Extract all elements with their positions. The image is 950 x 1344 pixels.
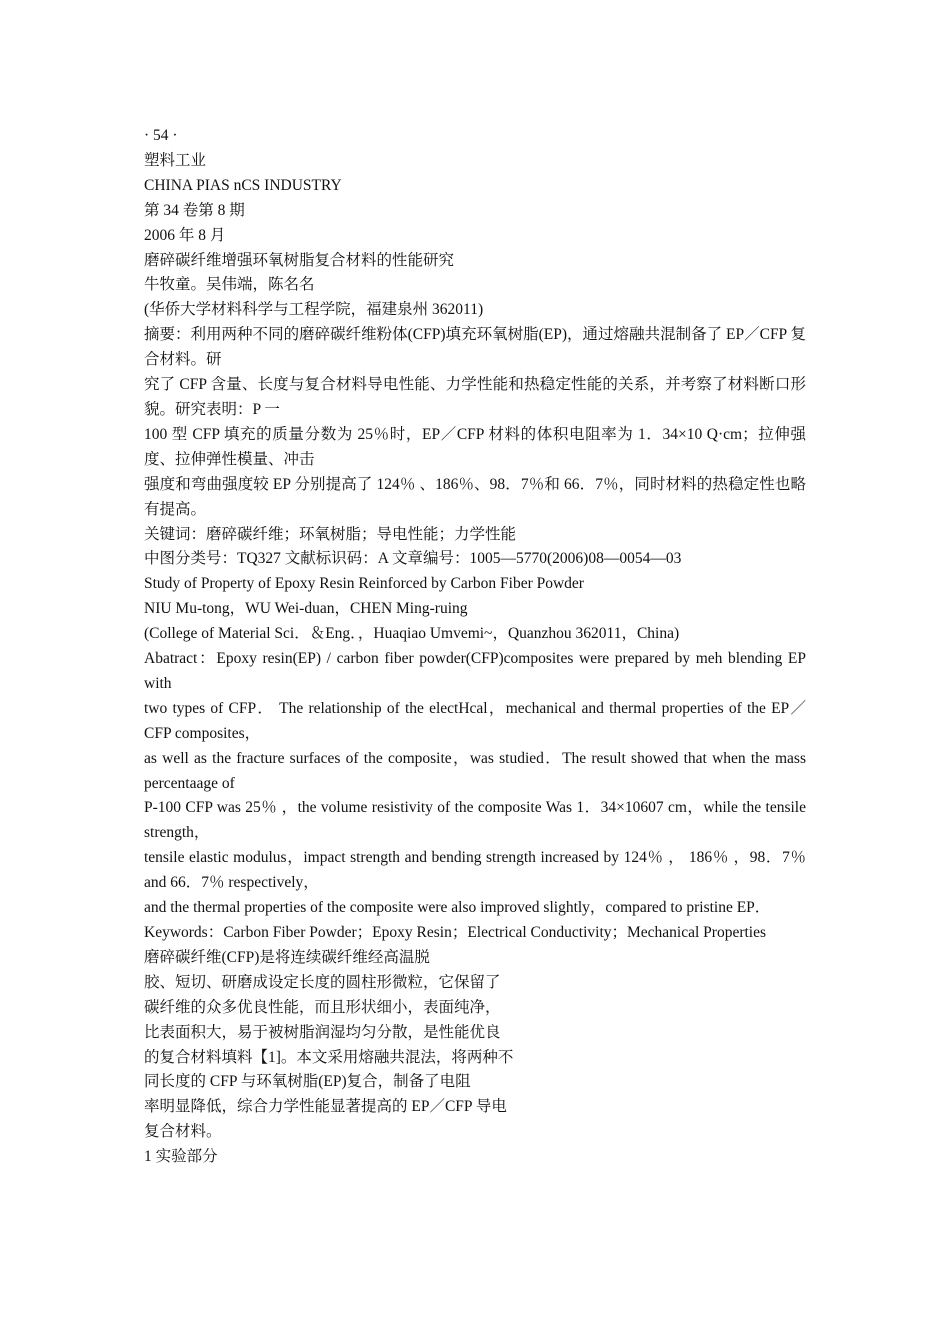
- body-text-line: 碳纤维的众多优良性能，而且形状细小，表面纯净，: [144, 998, 501, 1016]
- article-title-cn: 磨碎碳纤维增强环氧树脂复合材料的性能研究: [144, 251, 455, 269]
- body-text-line: 比表面积大，易于被树脂润湿均匀分散，是性能优良: [144, 1023, 501, 1041]
- body-text-line: 率明显降低，综合力学性能显著提高的 EP／CFP 导电: [144, 1098, 507, 1116]
- abstract-en-paragraph: as well as the fracture surfaces of the composite，was studied．The result showed that when the mass percentaage of: [144, 749, 806, 792]
- body-text-line: 的复合材料填料【1]。本文采用熔融共混法，将两种不: [144, 1048, 514, 1066]
- document-page: [144, 124, 806, 1170]
- abstract-en-paragraph: Abatract：Epoxy resin(EP) / carbon fiber powder(CFP)composites were prepared by meh blending EP with: [144, 650, 806, 692]
- abstract-en-paragraph: and the thermal properties of the composite were also improved slightly，compared to pristine EP．: [144, 899, 771, 917]
- abstract-cn-paragraph: 摘要：利用两种不同的磨碎碳纤维粉体(CFP)填充环氧树脂(EP)，通过熔融共混制备了 EP／CFP 复合材料。研: [144, 326, 806, 369]
- volume-issue: 第 34 卷第 8 期: [144, 201, 245, 219]
- body-text-line: 同长度的 CFP 与环氧树脂(EP)复合，制备了电阻: [144, 1073, 471, 1091]
- abstract-en-paragraph: two types of CFP． The relationship of the electHcal，mechanical and thermal properties of the EP／CFP composites，: [144, 699, 806, 742]
- article-title-en: Study of Property of Epoxy Resin Reinforced by Carbon Fiber Powder: [144, 575, 584, 593]
- keywords-en: Keywords：Carbon Fiber Powder；Epoxy Resin；Electrical Conductivity；Mechanical Properties: [144, 924, 767, 941]
- abstract-cn-paragraph: 强度和弯曲强度较 EP 分别提高了 124％ 、186％、98．7％和 66．7％，同时材料的热稳定性也略有提高。: [144, 475, 806, 518]
- page-number: · 54 ·: [144, 127, 178, 144]
- body-text-line: 磨碎碳纤维(CFP)是将连续碳纤维经高温脱: [144, 948, 430, 966]
- classification-line: 中图分类号：TQ327 文献标识码：A 文章编号：1005—5770(2006)08—0054—03: [144, 550, 682, 568]
- publication-date: 2006 年 8 月: [144, 226, 226, 244]
- abstract-en-paragraph: P-100 CFP was 25％ ，the volume resistivity of the composite Was 1．34×10607 cm，while the tensile strength，: [144, 799, 806, 842]
- affiliation-en: (College of Material Sci．＆Eng．，Huaqiao Umvemi~，Quanzhou 362011，China): [144, 625, 680, 643]
- keywords-cn: 关键词：磨碎碳纤维；环氧树脂；导电性能；力学性能: [144, 525, 517, 543]
- affiliation-cn: (华侨大学材料科学与工程学院，福建泉州 362011): [144, 301, 484, 319]
- abstract-cn-paragraph: 100 型 CFP 填充的质量分数为 25％时，EP／CFP 材料的体积电阻率为 1．34×10 Q·cm；拉伸强度、拉伸弹性模量、冲击: [144, 425, 806, 468]
- journal-name-en: CHINA PIAS nCS INDUSTRY: [144, 176, 342, 194]
- body-text-line: 复合材料。: [144, 1123, 222, 1141]
- authors-en: NIU Mu-tong，WU Wei-duan，CHEN Ming-ruing: [144, 600, 468, 618]
- body-text-line: 胶、短切、研磨成设定长度的圆柱形微粒，它保留了: [144, 973, 501, 991]
- authors-cn: 牛牧童。吴伟端，陈名名: [144, 276, 315, 294]
- section-heading: 1 实验部分: [144, 1148, 218, 1166]
- abstract-en-paragraph: tensile elastic modulus，impact strength and bending strength increased by 124％ ， 186％ ，98．7％ and 66．7％ respectively，: [144, 849, 806, 892]
- journal-name-cn: 塑料工业: [144, 151, 207, 169]
- abstract-cn-paragraph: 究了 CFP 含量、长度与复合材料导电性能、力学性能和热稳定性能的关系，并考察了材料断口形貌。研究表明：P 一: [144, 376, 806, 418]
